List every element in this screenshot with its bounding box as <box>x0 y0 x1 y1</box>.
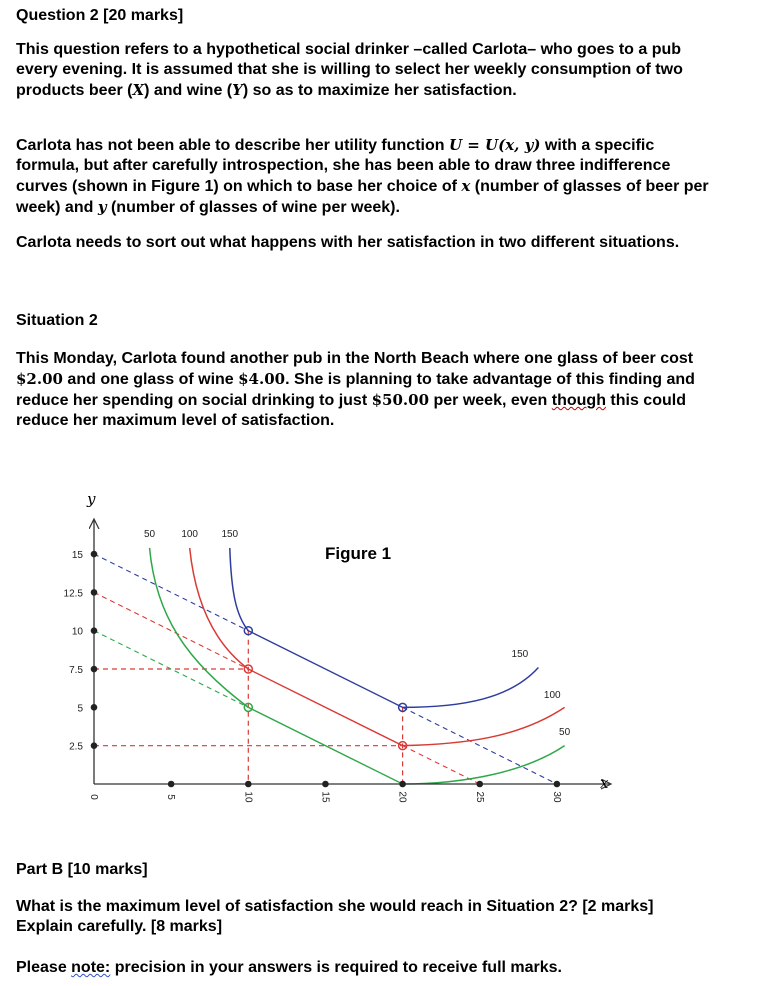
part-b-title: Part B [10 marks] <box>16 861 148 878</box>
question-header: Question 2 [20 marks] <box>16 7 184 24</box>
part-b-question: What is the maximum level of satisfaction she would reach in Situation 2? [2 marks] Explain carefully. [8 marks] <box>16 898 654 935</box>
y-tick-label: 12.5 <box>63 588 83 600</box>
y-tick-dot <box>91 742 98 749</box>
y-tick-label: 10 <box>71 626 83 638</box>
budget-line-solid <box>248 669 402 746</box>
curve-right-label: 150 <box>511 648 529 660</box>
x-tick-dot <box>168 781 175 788</box>
budget-line-solid <box>248 631 402 708</box>
y-tick-label: 2.5 <box>69 741 83 753</box>
figure-1-chart <box>0 480 758 820</box>
x-tick-label: 10 <box>242 791 254 803</box>
budget-line-dashed <box>403 746 480 784</box>
x-tick-label: 25 <box>473 791 485 803</box>
x-tick-label: 30 <box>550 791 562 803</box>
y-axis-label: y <box>87 490 96 508</box>
budget-line-dashed <box>403 707 557 784</box>
x-tick-dot <box>554 781 561 788</box>
x-tick-label: 15 <box>319 791 331 803</box>
indifference-curve-50 <box>150 548 565 784</box>
note-line: Please note: precision in your answers is required to receive full marks. <box>16 959 562 976</box>
y-tick-label: 15 <box>71 550 83 562</box>
x-tick-label: 5 <box>165 794 177 800</box>
y-tick-dot <box>91 704 98 711</box>
x-axis-label: x <box>600 774 609 792</box>
budget-line-solid <box>248 707 402 784</box>
x-tick-dot <box>322 781 329 788</box>
curve-top-label: 50 <box>143 529 156 541</box>
x-tick-dot <box>399 781 406 788</box>
indifference-curve-100 <box>190 548 565 746</box>
x-origin-label: 0 <box>88 794 99 800</box>
y-tick-dot <box>91 627 98 634</box>
curve-right-label: 100 <box>543 690 561 702</box>
situation-paragraph: This Monday, Carlota found another pub in the North Beach where one glass of beer cost $2.00 and one glass of wine $4.00. She is planning to take advantage of this finding and reduce her spending on social drinking to just $50.00 per week, even though this could reduce her maximum level of satisfaction. <box>16 350 695 429</box>
intro-paragraph-3: Carlota needs to sort out what happens with her satisfaction in two different situations. <box>16 234 680 251</box>
intro-paragraph-2: Carlota has not been able to describe her utility function U = U(x, y) with a specific formula, but after carefully introspection, she has been able to draw three indifference curves (shown in Figure 1) on which to base her choice of x (number of glasses of beer per week) and y (number of glasses of wine per week). <box>16 136 709 216</box>
figure-title: Figure 1 <box>325 544 392 563</box>
curve-top-label: 150 <box>221 529 239 541</box>
y-tick-dot <box>91 551 98 558</box>
curve-top-label: 100 <box>181 529 199 541</box>
x-tick-dot <box>476 781 483 788</box>
budget-line-dashed <box>94 554 248 631</box>
x-tick-label: 20 <box>396 791 408 803</box>
y-tick-dot <box>91 589 98 596</box>
y-tick-label: 7.5 <box>69 665 83 677</box>
y-tick-dot <box>91 666 98 673</box>
x-tick-dot <box>245 781 252 788</box>
budget-line-dashed <box>94 631 248 708</box>
y-tick-label: 5 <box>77 703 83 715</box>
curve-right-label: 50 <box>559 726 571 738</box>
situation-title: Situation 2 <box>16 312 98 329</box>
budget-line-dashed <box>94 592 248 669</box>
intro-paragraph-1: This question refers to a hypothetical social drinker –called Carlota– who goes to a pub every evening. It is assumed that she is willing to select her weekly consumption of two products beer (X) and wine (Y) so as to maximize her satisfaction. <box>16 41 683 99</box>
